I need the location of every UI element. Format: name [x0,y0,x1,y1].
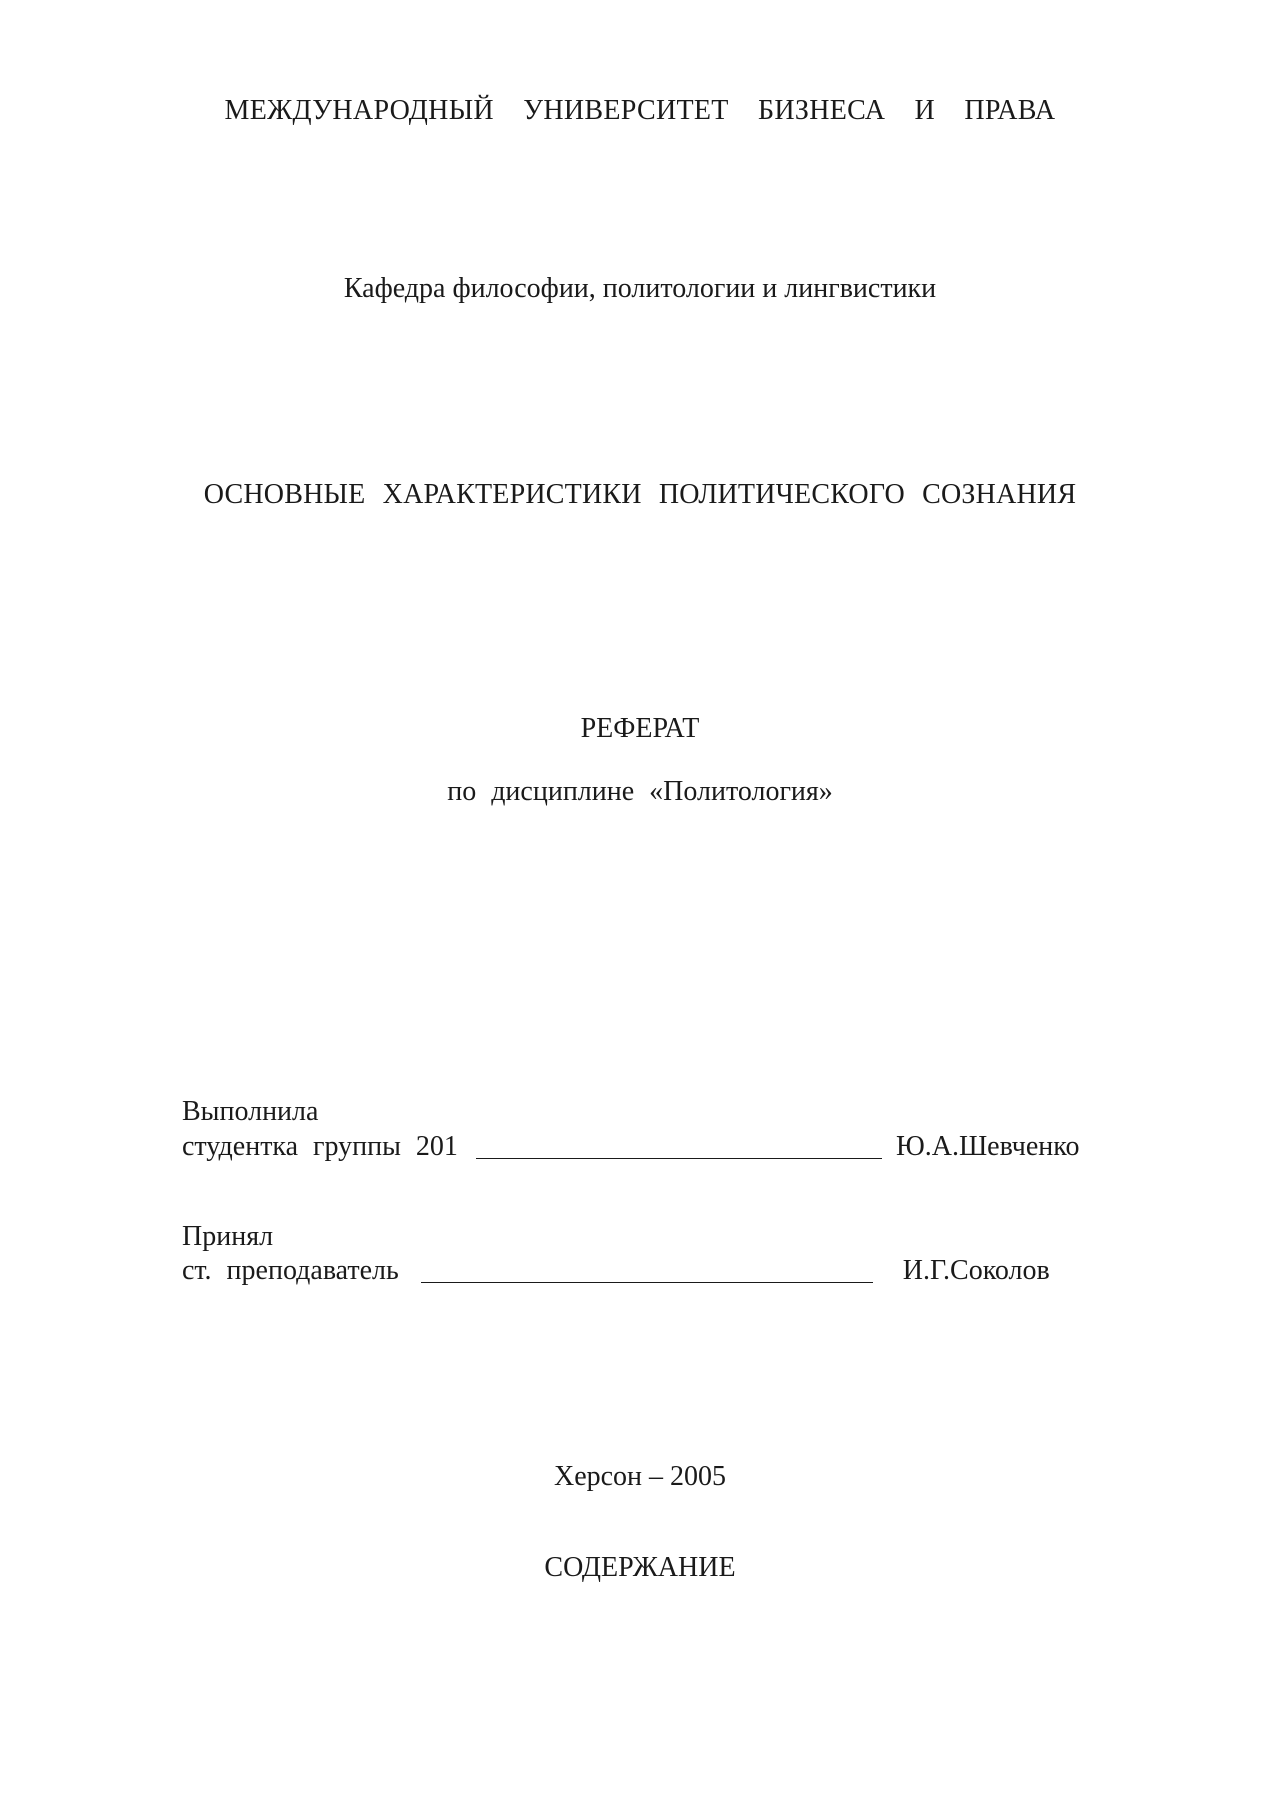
discipline-line: по дисциплине «Политология» [447,776,833,807]
accepted-label: ст. преподаватель [182,1255,399,1286]
department-name: Кафедра философии, политологии и лингвистики [343,273,937,304]
accepted-name: И.Г.Соколов [902,1255,1050,1286]
performer-signature-line [476,1132,882,1159]
performer-role [182,1095,318,1129]
accepted-role-text: Принял [182,1221,274,1252]
document-title: ОСНОВНЫЕ ХАРАКТЕРИСТИКИ ПОЛИТИЧЕСКОГО СОЗНАНИЯ [203,479,1077,510]
accepted-signature-line [421,1256,873,1283]
contents-heading: СОДЕРЖАНИЕ [544,1552,736,1583]
document-type: РЕФЕРАТ [580,713,700,744]
accepted-signature-row [182,1254,1050,1288]
performer-signature-row [182,1130,1079,1164]
performer-role-text: Выполнила [182,1096,319,1127]
university-name: МЕЖДУНАРОДНЫЙ УНИВЕРСИТЕТ БИЗНЕСА И ПРАВА [224,95,1056,126]
city-year: Херсон – 2005 [553,1461,727,1492]
performer-name: Ю.А.Шевченко [895,1131,1080,1162]
performer-label: студентка группы 201 [182,1131,458,1162]
accepted-role [182,1220,273,1254]
